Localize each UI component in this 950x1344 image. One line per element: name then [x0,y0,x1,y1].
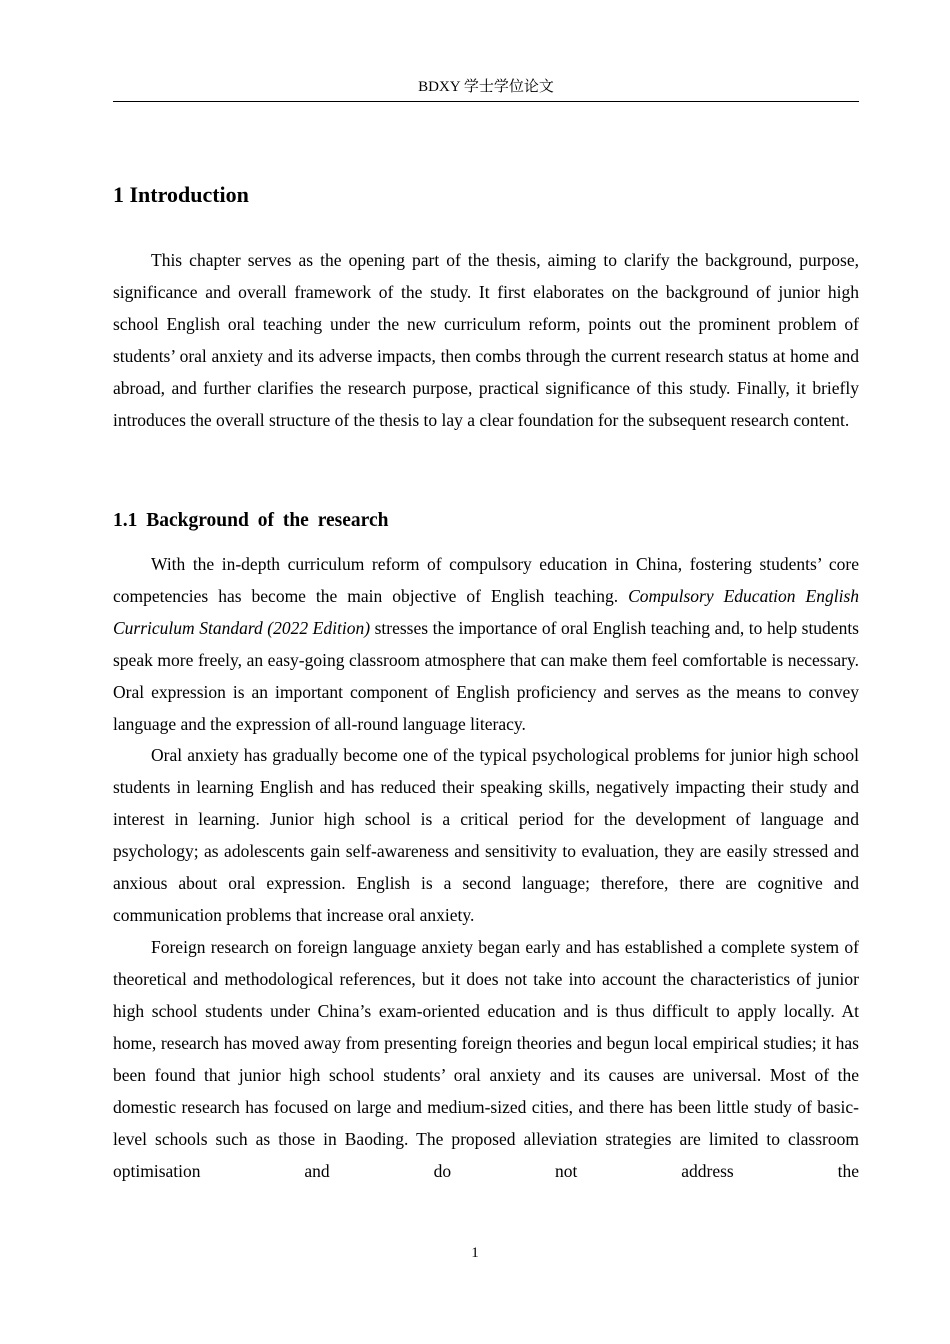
running-header [113,77,859,102]
chapter-title: 1 Introduction [113,182,249,207]
running-header-title: BDXY 学士学位论文 [418,79,554,95]
paragraph-text: With the in-depth curriculum reform of compulsory education in China, fostering students’ core competencies has become the main objective of English teaching. [113,554,859,606]
document-title-italic: Compulsory Education English Curriculum Standard (2022 Edition) [113,586,859,638]
chapter-intro-paragraph: This chapter serves as the opening part of the thesis, aiming to clarify the background, purpose, significance and overall framework of the study. It first elaborates on the background of junior high school English oral teaching under the new curriculum reform, points out the prominent problem of students’ oral anxiety and its adverse impacts, then combs through the current research status at home and abroad, and further clarifies the research purpose, practical significance of this study. Finally, it briefly introduces the overall structure of the thesis to lay a clear foundation for the subsequent research content. [113,250,859,430]
page-number: 1 [471,1245,479,1261]
background-paragraph-1 [113,548,859,740]
background-paragraph-3: Foreign research on foreign language anxiety began early and has established a complete system of theoretical and methodological references, but it does not take into account the characteristics of junior high school students under China’s exam-oriented education and is thus difficult to apply locally. At home, research has moved away from presenting foreign theories and begun local empirical studies; it has been found that junior high school students’ oral anxiety and its causes are universal. Most of the domestic research has focused on large and medium-sized cities, and there has been little study of basic-level schools such as those in Baoding. The proposed alleviation strategies are limited to classroom optimisation and do not address the [113,937,859,1181]
section-title: 1.1 Background of the research [113,510,389,531]
background-paragraph-2: Oral anxiety has gradually become one of the typical psychological problems for junior high school students in learning English and has reduced their speaking skills, negatively impacting their study and interest in learning. Junior high school is a critical period for the development of language and psychology; as adolescents gain self-awareness and sensitivity to evaluation, they are easily stressed and anxious about oral expression. English is a second language; therefore, there are cognitive and communication problems that increase oral anxiety. [113,745,859,925]
paragraph-text: stresses the importance of oral English teaching and, to help students speak more freely, an easy-going classroom atmosphere that can make them feel comfortable is necessary. Oral expression is an important component of English proficiency and serves as the means to convey language and the expression of all-round language literacy. [113,618,859,734]
